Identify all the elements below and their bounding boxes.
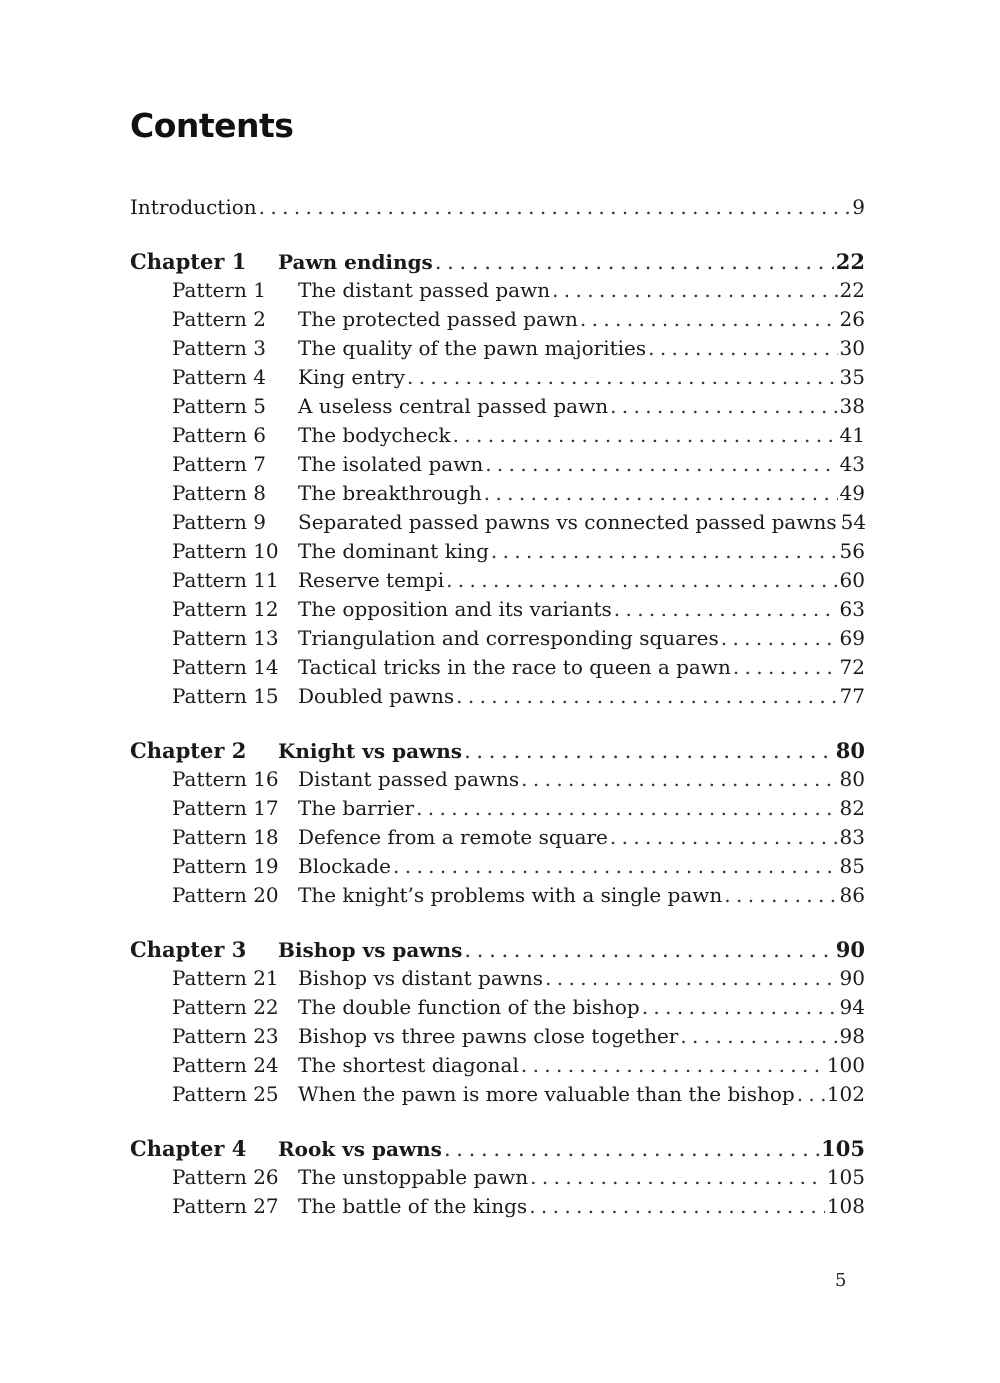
pattern-page: 72 — [839, 655, 865, 679]
pattern-label: Pattern 22 — [172, 995, 279, 1019]
pattern-title: The isolated pawn — [298, 452, 484, 476]
toc-entry-pattern — [130, 537, 865, 566]
toc-entry-pattern — [130, 276, 865, 305]
pattern-page: 60 — [839, 568, 865, 592]
pattern-label: Pattern 1 — [172, 278, 266, 302]
pattern-title: The dominant king — [298, 539, 489, 563]
pattern-page: 26 — [839, 307, 865, 331]
pattern-label: Pattern 3 — [172, 336, 266, 360]
dot-leader — [521, 765, 837, 794]
pattern-page: 100 — [826, 1053, 865, 1077]
dot-leader — [456, 682, 837, 711]
pattern-label: Pattern 10 — [172, 539, 279, 563]
pattern-page: 86 — [839, 883, 865, 907]
dot-leader — [552, 276, 837, 305]
page-title: Contents — [130, 106, 294, 145]
chapter-page: 80 — [835, 738, 865, 763]
dot-leader — [435, 248, 834, 277]
toc-entry-chapter — [130, 935, 865, 964]
pattern-title: The knight’s problems with a single pawn — [298, 883, 723, 907]
dot-leader — [721, 624, 838, 653]
toc-entry-pattern — [130, 823, 865, 852]
dot-leader — [393, 852, 838, 881]
toc-entry-pattern — [130, 392, 865, 421]
pattern-page: 43 — [839, 452, 865, 476]
toc-entry-pattern — [130, 1163, 865, 1192]
pattern-title: Distant passed pawns — [298, 767, 520, 791]
pattern-page: 94 — [839, 995, 865, 1019]
toc-entry-pattern — [130, 852, 865, 881]
dot-leader — [407, 363, 838, 392]
pattern-page: 41 — [839, 423, 865, 447]
pattern-page: 102 — [826, 1082, 865, 1106]
toc-entry-pattern — [130, 363, 865, 392]
toc-entry-pattern — [130, 479, 865, 508]
pattern-page: 56 — [839, 539, 865, 563]
toc-entry-pattern — [130, 1022, 865, 1051]
pattern-page: 35 — [839, 365, 865, 389]
dot-leader — [733, 653, 838, 682]
pattern-title: Tactical tricks in the race to queen a pawn — [298, 655, 731, 679]
dot-leader — [416, 794, 837, 823]
dot-leader — [444, 1135, 819, 1164]
toc-entry-chapter — [130, 736, 865, 765]
toc-entry-pattern — [130, 1192, 865, 1221]
pattern-page: 63 — [839, 597, 865, 621]
toc-entry-pattern — [130, 794, 865, 823]
pattern-label: Pattern 17 — [172, 796, 279, 820]
pattern-page: 105 — [826, 1165, 865, 1189]
chapter-page: 22 — [835, 249, 865, 274]
toc-entry-pattern — [130, 765, 865, 794]
pattern-label: Pattern 25 — [172, 1082, 279, 1106]
pattern-title: The distant passed pawn — [298, 278, 551, 302]
dot-leader — [648, 334, 837, 363]
pattern-label: Pattern 19 — [172, 854, 279, 878]
dot-leader — [491, 537, 838, 566]
pattern-title: Triangulation and corresponding squares — [298, 626, 719, 650]
entry-title: Introduction — [130, 195, 257, 219]
toc-entry-pattern — [130, 993, 865, 1022]
pattern-label: Pattern 16 — [172, 767, 279, 791]
pattern-page: 22 — [839, 278, 865, 302]
pattern-label: Pattern 27 — [172, 1194, 279, 1218]
pattern-page: 69 — [839, 626, 865, 650]
pattern-page: 54 — [840, 510, 867, 534]
toc-entry-pattern — [130, 450, 865, 479]
pattern-label: Pattern 26 — [172, 1165, 279, 1189]
chapter-label: Chapter 4 — [130, 1136, 247, 1161]
pattern-title: The opposition and its variants — [298, 597, 612, 621]
pattern-label: Pattern 14 — [172, 655, 279, 679]
toc-entry-chapter — [130, 1134, 865, 1163]
dot-leader — [484, 479, 838, 508]
pattern-label: Pattern 6 — [172, 423, 266, 447]
chapter-section — [130, 1134, 865, 1221]
toc-entry-pattern — [130, 964, 865, 993]
toc-entry-pattern — [130, 1051, 865, 1080]
chapter-section — [130, 736, 865, 910]
toc-entry-pattern — [130, 881, 865, 910]
toc-entry-pattern — [130, 1080, 865, 1109]
pattern-label: Pattern 7 — [172, 452, 266, 476]
pattern-title: Doubled pawns — [298, 684, 455, 708]
pattern-title: Bishop vs distant pawns — [298, 966, 544, 990]
toc-entry-pattern — [130, 653, 865, 682]
pattern-title: A useless central passed pawn — [298, 394, 609, 418]
dot-leader — [642, 993, 838, 1022]
dot-leader — [259, 193, 851, 222]
table-of-contents — [130, 193, 865, 1221]
chapter-title: Rook vs pawns — [278, 1137, 442, 1161]
dot-leader — [453, 421, 838, 450]
pattern-page: 30 — [839, 336, 865, 360]
pattern-page: 83 — [839, 825, 865, 849]
chapter-title: Bishop vs pawns — [278, 938, 463, 962]
dot-leader — [464, 737, 834, 766]
chapter-title: Pawn endings — [278, 250, 433, 274]
chapter-page: 90 — [835, 937, 865, 962]
pattern-title: King entry — [298, 365, 405, 389]
dot-leader — [485, 450, 837, 479]
page-number: 5 — [835, 1270, 847, 1291]
toc-entry-pattern — [130, 595, 865, 624]
pattern-label: Pattern 21 — [172, 966, 279, 990]
pattern-label: Pattern 11 — [172, 568, 279, 592]
pattern-page: 49 — [839, 481, 865, 505]
chapter-list — [130, 247, 865, 1221]
pattern-title: The battle of the kings — [298, 1194, 528, 1218]
pattern-label: Pattern 18 — [172, 825, 279, 849]
pattern-title: Bishop vs three pawns close together — [298, 1024, 679, 1048]
chapter-label: Chapter 2 — [130, 738, 247, 763]
entry-page: 9 — [852, 195, 865, 219]
toc-entry-pattern — [130, 421, 865, 450]
toc-entry-chapter — [130, 247, 865, 276]
pattern-title: The shortest diagonal — [298, 1053, 519, 1077]
pattern-title: The double function of the bishop — [298, 995, 640, 1019]
pattern-label: Pattern 4 — [172, 365, 266, 389]
pattern-title: The breakthrough — [298, 481, 482, 505]
toc-entry-pattern — [130, 305, 865, 334]
toc-entry-pattern — [130, 682, 865, 711]
pattern-page: 38 — [839, 394, 865, 418]
dot-leader — [529, 1192, 825, 1221]
pattern-label: Pattern 23 — [172, 1024, 279, 1048]
pattern-title: Defence from a remote square — [298, 825, 608, 849]
chapter-label: Chapter 1 — [130, 249, 247, 274]
dot-leader — [724, 881, 837, 910]
chapter-title: Knight vs pawns — [278, 739, 463, 763]
pattern-page: 98 — [839, 1024, 865, 1048]
dot-leader — [446, 566, 837, 595]
dot-leader — [545, 964, 837, 993]
toc-entry-pattern — [130, 624, 865, 653]
pattern-title: The unstoppable pawn — [298, 1165, 529, 1189]
toc-entry-pattern — [130, 334, 865, 363]
chapter-label: Chapter 3 — [130, 937, 247, 962]
pattern-title: The bodycheck — [298, 423, 451, 447]
pattern-page: 108 — [826, 1194, 865, 1218]
pattern-label: Pattern 12 — [172, 597, 279, 621]
dot-leader — [797, 1080, 825, 1109]
toc-entry-pattern — [130, 566, 865, 595]
pattern-label: Pattern 13 — [172, 626, 279, 650]
pattern-title: When the pawn is more valuable than the bishop — [298, 1082, 795, 1106]
dot-leader — [530, 1163, 825, 1192]
dot-leader — [680, 1022, 837, 1051]
pattern-page: 90 — [839, 966, 865, 990]
pattern-label: Pattern 8 — [172, 481, 266, 505]
pattern-label: Pattern 9 — [172, 510, 266, 534]
pattern-page: 85 — [839, 854, 865, 878]
dot-leader — [464, 936, 833, 965]
chapter-section — [130, 247, 865, 711]
pattern-title: Separated passed pawns vs connected passed pawns — [298, 510, 837, 534]
dot-leader — [580, 305, 838, 334]
dot-leader — [521, 1051, 825, 1080]
pattern-title: Reserve tempi — [298, 568, 445, 592]
pattern-title: The protected passed pawn — [298, 307, 578, 331]
pattern-page: 80 — [839, 767, 865, 791]
pattern-page: 82 — [839, 796, 865, 820]
dot-leader — [610, 392, 837, 421]
toc-entry-introduction — [130, 193, 865, 222]
dot-leader — [610, 823, 838, 852]
pattern-label: Pattern 24 — [172, 1053, 279, 1077]
pattern-label: Pattern 2 — [172, 307, 266, 331]
chapter-section — [130, 935, 865, 1109]
chapter-page: 105 — [821, 1136, 865, 1161]
dot-leader — [614, 595, 838, 624]
pattern-title: The quality of the pawn majorities — [298, 336, 647, 360]
pattern-title: Blockade — [298, 854, 392, 878]
pattern-page: 77 — [839, 684, 865, 708]
toc-entry-pattern — [130, 508, 865, 537]
pattern-label: Pattern 15 — [172, 684, 279, 708]
pattern-label: Pattern 20 — [172, 883, 279, 907]
pattern-title: The barrier — [298, 796, 415, 820]
pattern-label: Pattern 5 — [172, 394, 266, 418]
